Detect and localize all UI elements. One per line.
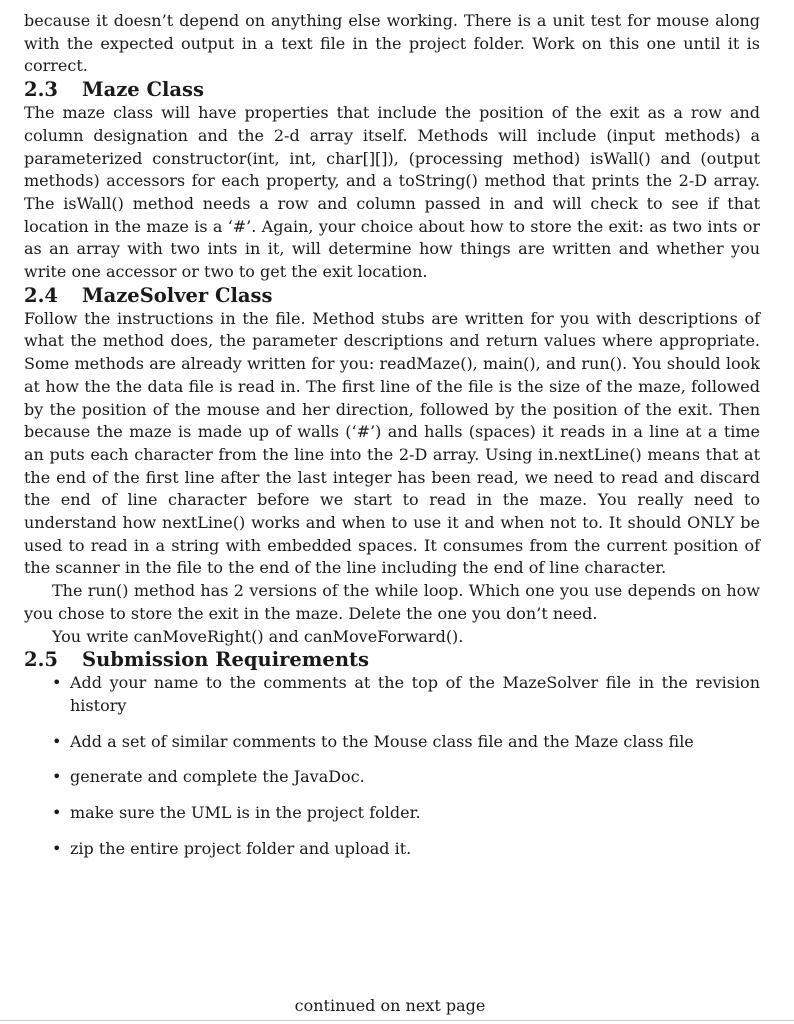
mazesolver-paragraph-2: The run() method has 2 versions of the while loop. Which one you use depends on how you chose to store the exit in the maze. Delete the one you don’t need.	[24, 581, 760, 623]
list-item	[24, 672, 760, 717]
bullet-icon: •	[52, 731, 62, 751]
list-item	[24, 802, 760, 825]
list-item	[24, 731, 760, 754]
submission-requirements-list	[24, 672, 760, 860]
bullet-icon: •	[52, 838, 62, 858]
section-heading-mazesolver-class	[24, 284, 760, 308]
section-number: 2.5	[24, 648, 58, 672]
mazesolver-paragraph-3: You write canMoveRight() and canMoveForward().	[52, 626, 464, 646]
list-item-text: Add a set of similar comments to the Mouse class file and the Maze class file	[70, 731, 694, 751]
bullet-icon: •	[52, 767, 62, 787]
list-item-text: Add your name to the comments at the top of the MazeSolver file in the revision history	[70, 673, 760, 715]
continued-footer: continued on next page	[294, 996, 486, 1015]
section-title: Submission Requirements	[82, 648, 369, 672]
section-title: MazeSolver Class	[82, 283, 273, 307]
list-item	[24, 766, 760, 789]
maze-class-paragraph: The maze class will have properties that include the position of the exit as a row and column designation and the 2-d array itself. Methods will include (input methods) a parameterized constructor(int, int, char[][]), (processing method) isWall() and (output methods) accessors for each property, and a toString() method that prints the 2-D array. The isWall() method needs a row and column passed in and will check to see if that location in the maze is a ‘#’. Again, your choice about how to store the exit: as two ints or as an array with two ints in it, will determine how things are written and whether you write one accessor or two to get the exit location.	[24, 103, 760, 282]
page-bottom-divider	[0, 1020, 794, 1021]
section-title: Maze Class	[82, 78, 205, 102]
list-item-text: generate and complete the JavaDoc.	[70, 767, 365, 787]
list-item	[24, 838, 760, 861]
section-heading-submission-requirements	[24, 648, 760, 672]
intro-paragraph: because it doesn’t depend on anything else working. There is a unit test for mouse along with the expected output in a text file in the project folder. Work on this one until it is correct.	[24, 11, 760, 76]
section-heading-maze-class	[24, 78, 760, 102]
section-number: 2.3	[24, 78, 58, 102]
bullet-icon: •	[52, 673, 62, 693]
list-item-text: zip the entire project folder and upload it.	[70, 838, 412, 858]
bullet-icon: •	[52, 803, 62, 823]
section-number: 2.4	[24, 283, 58, 307]
mazesolver-paragraph-1: Follow the instructions in the file. Method stubs are written for you with descriptions of what the method does, the parameter descriptions and return values where appropriate. Some methods are already written for you: readMaze(), main(), and run(). You should look at how the the data file is read in. The first line of the file is the size of the maze, followed by the position of the mouse and her direction, followed by the position of the exit. Then because the maze is made up of walls (‘#’) and halls (spaces) it reads in a line at a time an puts each character from the line into the 2-D array. Using in.nextLine() means that at the end of the first line after the last integer has been read, we need to read and discard the end of line character before we start to read in the maze. You really need to understand how nextLine() works and when to use it and when not to. It should ONLY be used to read in a string with embedded spaces. It consumes from the current position of the scanner in the file to the end of the line including the end of line character.	[24, 308, 760, 578]
list-item-text: make sure the UML is in the project folder.	[70, 803, 421, 823]
document-page	[24, 10, 760, 874]
